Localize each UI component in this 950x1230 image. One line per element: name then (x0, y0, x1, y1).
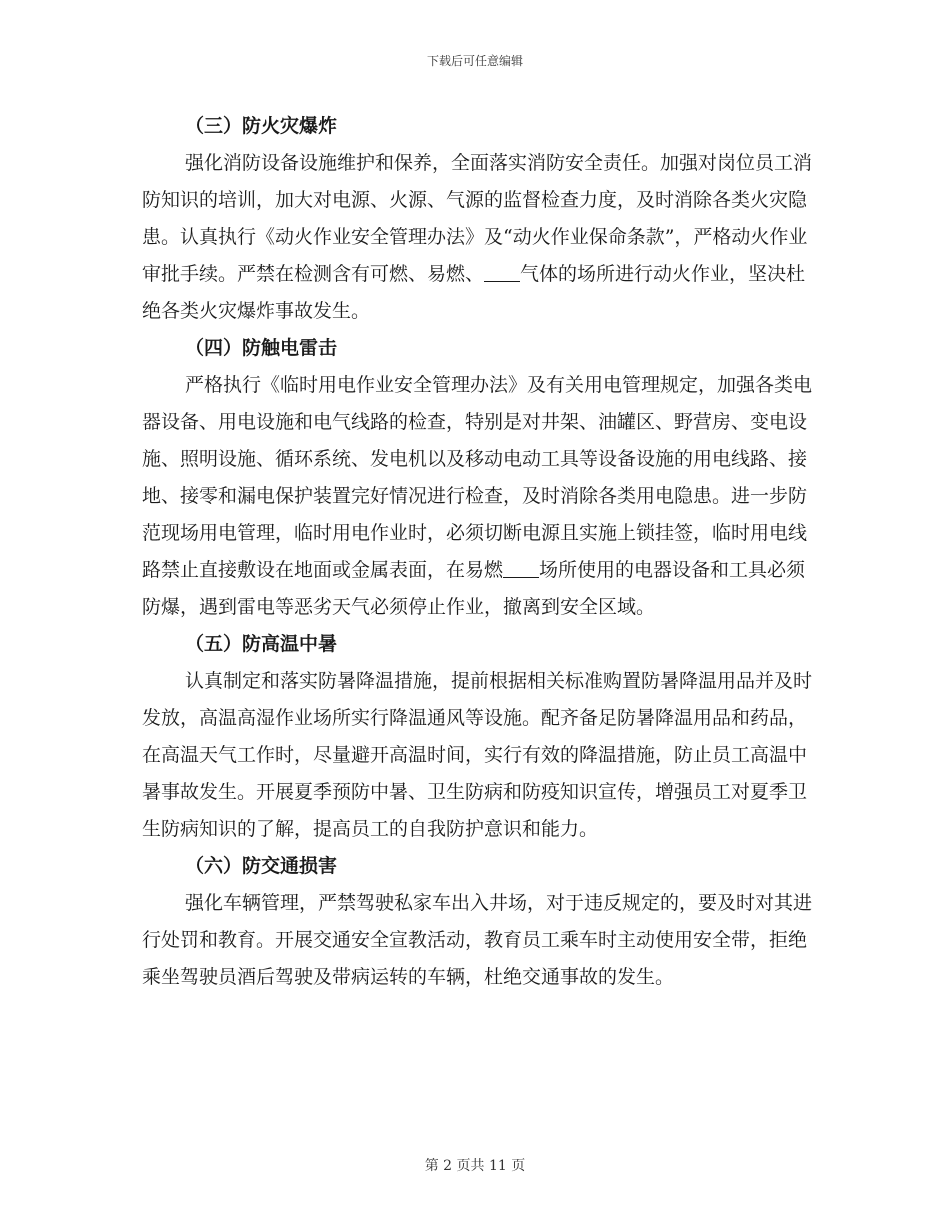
document-body (142, 108, 822, 996)
section-paragraph: 认真制定和落实防暑降温措施，提前根据相关标准购置防暑降温用品并及时发放，高温高湿作业场所实行降温通风等设施。配齐备足防暑降温用品和药品，在高温天气工作时，尽量避开高温时间，实行有效的降温措施，防止员工高温中暑事故发生。开展夏季预防中暑、卫生防病和防疫知识宣传，增强员工对夏季卫生防病知识的了解，提高员工的自我防护意识和能力。 (142, 670, 813, 840)
page-number: 第 2 页共 11 页 (424, 1158, 526, 1174)
fill-in-blank (484, 262, 520, 282)
section-fire-explosion (142, 108, 822, 330)
page-header: 下载后可任意编辑 (426, 54, 523, 68)
section-heading: （六）防交通损害 (185, 855, 338, 877)
paragraph-text: 强化消防设备设施维护和保养，全面落实消防安全责任。加强对岗位员工消防知识的培训，加大对电源、火源、气源的监督检查力度，及时消除各类火灾隐患。认真执行《动火作业安全管理办法》及“动火作业保命条款”，严格动火作业审批手续。严禁在检测含有可燃、易燃、 (142, 152, 813, 285)
fill-in-blank (503, 558, 539, 578)
section-paragraph (142, 145, 822, 330)
section-electric-shock-lightning (142, 330, 822, 626)
paragraph-text: 气体的场所进行动火作业，坚决杜绝各类火灾爆炸事故发生。 (142, 263, 806, 322)
section-heading: （五）防高温中暑 (185, 633, 338, 655)
paragraph-text: 严格执行《临时用电作业安全管理办法》及有关用电管理规定，加强各类电器设备、用电设施和电气线路的检查，特别是对井架、油罐区、野营房、变电设施、照明设施、循环系统、发电机以及移动电动工具等设备设施的用电线路、接地、接零和漏电保护装置完好情况进行检查，及时消除各类用电隐患。进一步防范现场用电管理，临时用电作业时，必须切断电源且实施上锁挂签，临时用电线路禁止直接敷设在地面或金属表面，在易燃 (142, 374, 813, 581)
paragraph-text: 场所使用的电器设备和工具必须防爆，遇到雷电等恶劣天气必须停止作业，撤离到安全区域。 (142, 559, 806, 618)
section-heading: （三）防火灾爆炸 (185, 115, 338, 137)
section-heatstroke (142, 626, 822, 848)
section-heading: （四）防触电雷击 (185, 337, 338, 359)
section-paragraph: 强化车辆管理，严禁驾驶私家车出入井场，对于违反规定的，要及时对其进行处罚和教育。开展交通安全宣教活动，教育员工乘车时主动使用安全带，拒绝乘坐驾驶员酒后驾驶及带病运转的车辆，杜绝交通事故的发生。 (142, 892, 813, 988)
section-paragraph (142, 367, 822, 626)
section-traffic-injury (142, 848, 822, 996)
